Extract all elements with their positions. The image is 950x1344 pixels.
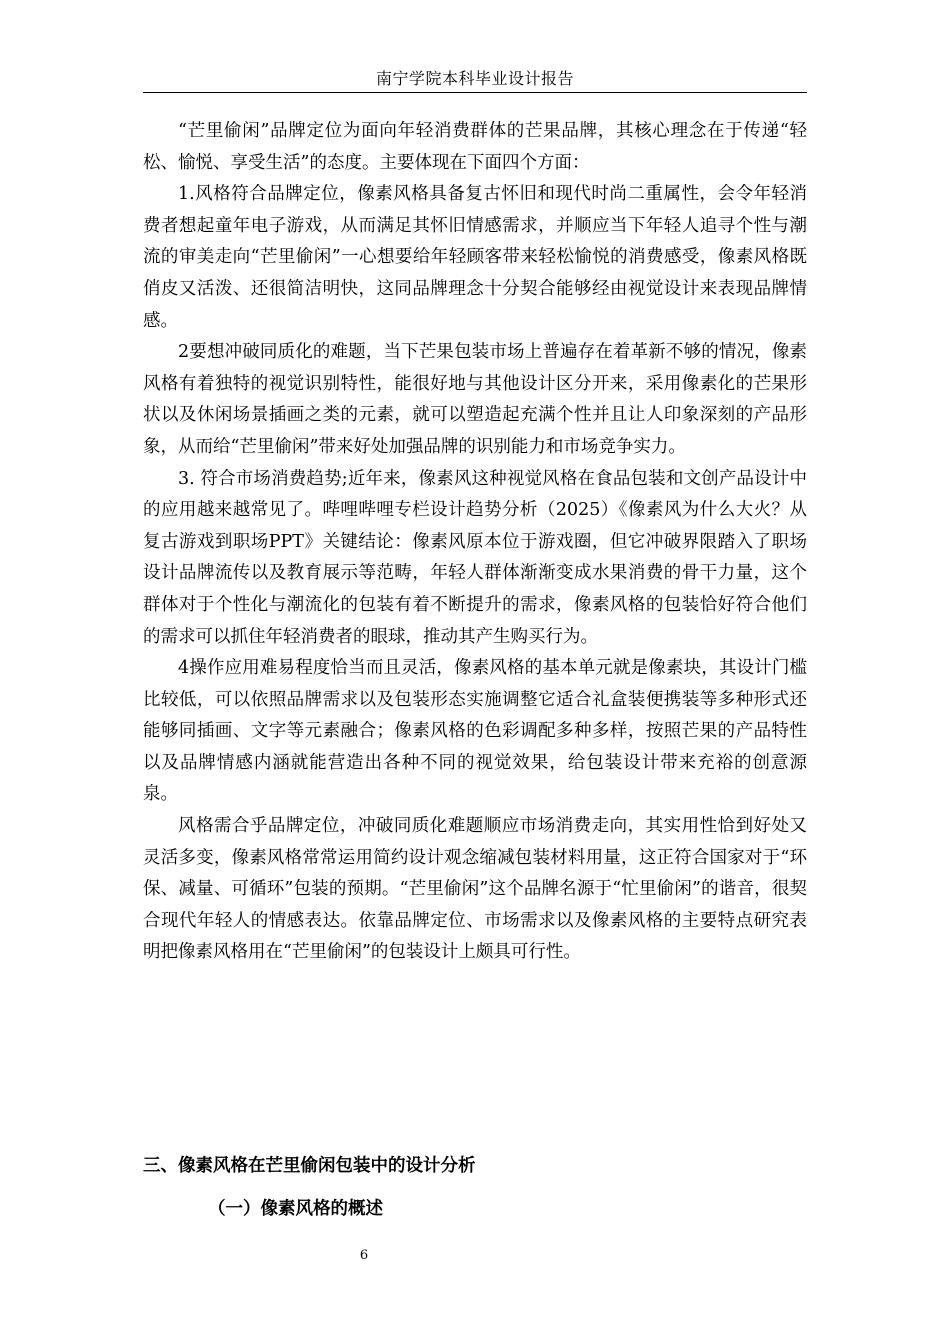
subsection-heading: （一）像素风格的概述 [208, 1199, 383, 1219]
paragraph-point-1: 1.风格符合品牌定位，像素风格具备复古怀旧和现代时尚二重属性，会令年轻消费者想起童年电子游戏，从而满足其怀旧情感需求，并顺应当下年轻人追寻个性与潮流的审美走向“芒里偷闲”一心想要给年轻顾客带来轻松愉悦的消费感受，像素风格既俏皮又活泼、还很简洁明快，这同品牌理念十分契合能够经由视觉设计来表现品牌情感。 [143, 184, 807, 331]
section-heading: 三、像素风格在芒里偷闲包装中的设计分析 [143, 1156, 476, 1176]
paragraph-intro: “芒里偷闲”品牌定位为面向年轻消费群体的芒果品牌，其核心理念在于传递“轻松、愉悦、享受生活”的态度。主要体现在下面四个方面： [143, 121, 807, 173]
paragraph-point-2: 2要想冲破同质化的难题，当下芒果包装市场上普遍存在着革新不够的情况，像素风格有着独特的视觉识别特性，能很好地与其他设计区分开来，采用像素化的芒果形状以及休闲场景插画之类的元素，就可以塑造起充满个性并且让人印象深刻的产品形象，从而给“芒里偷闲”带来好处加强品牌的识别能力和市场竞争实力。 [143, 342, 807, 457]
paragraph-summary: 风格需合乎品牌定位，冲破同质化难题顺应市场消费走向，其实用性恰到好处又灵活多变，像素风格常常运用简约设计观念缩减包装材料用量，这正符合国家对于“环保、减量、可循环”包装的预期。“芒里偷闲”这个品牌名源于“忙里偷闲”的谐音，很契合现代年轻人的情感表达。依靠品牌定位、市场需求以及像素风格的主要特点研究表明把像素风格用在“芒里偷闲”的包装设计上颇具可行性。 [143, 816, 807, 963]
paragraph-point-4: 4操作应用难易程度恰当而且灵活，像素风格的基本单元就是像素块，其设计门槛比较低，可以依照品牌需求以及包装形态实施调整它适合礼盒装便携装等多种形式还能够同插画、文字等元素融合；像素风格的色彩调配多种多样，按照芒果的产品特性以及品牌情感内涵就能营造出各种不同的视觉效果，给包装设计带来充裕的创意源泉。 [143, 658, 807, 805]
paragraph-point-3: 3. 符合市场消费趋势;近年来，像素风这种视觉风格在食品包装和文创产品设计中的应用越来越常见了。哔哩哔哩专栏设计趋势分析（2025）《像素风为什么大火？从复古游戏到职场PPT》关键结论：像素风原本位于游戏圈，但它冲破界限踏入了职场设计品牌流传以及教育展示等范畴，年轻人群体渐渐变成水果消费的骨干力量，这个群体对于个性化与潮流化的包装有着不断提升的需求，像素风格的包装恰好符合他们的需求可以抓住年轻消费者的眼球，推动其产生购买行为。 [143, 468, 807, 647]
page-header: 南宁学院本科毕业设计报告 [375, 69, 574, 88]
header-divider [143, 92, 807, 93]
body-text [143, 116, 807, 969]
page-number: 6 [359, 1248, 369, 1263]
